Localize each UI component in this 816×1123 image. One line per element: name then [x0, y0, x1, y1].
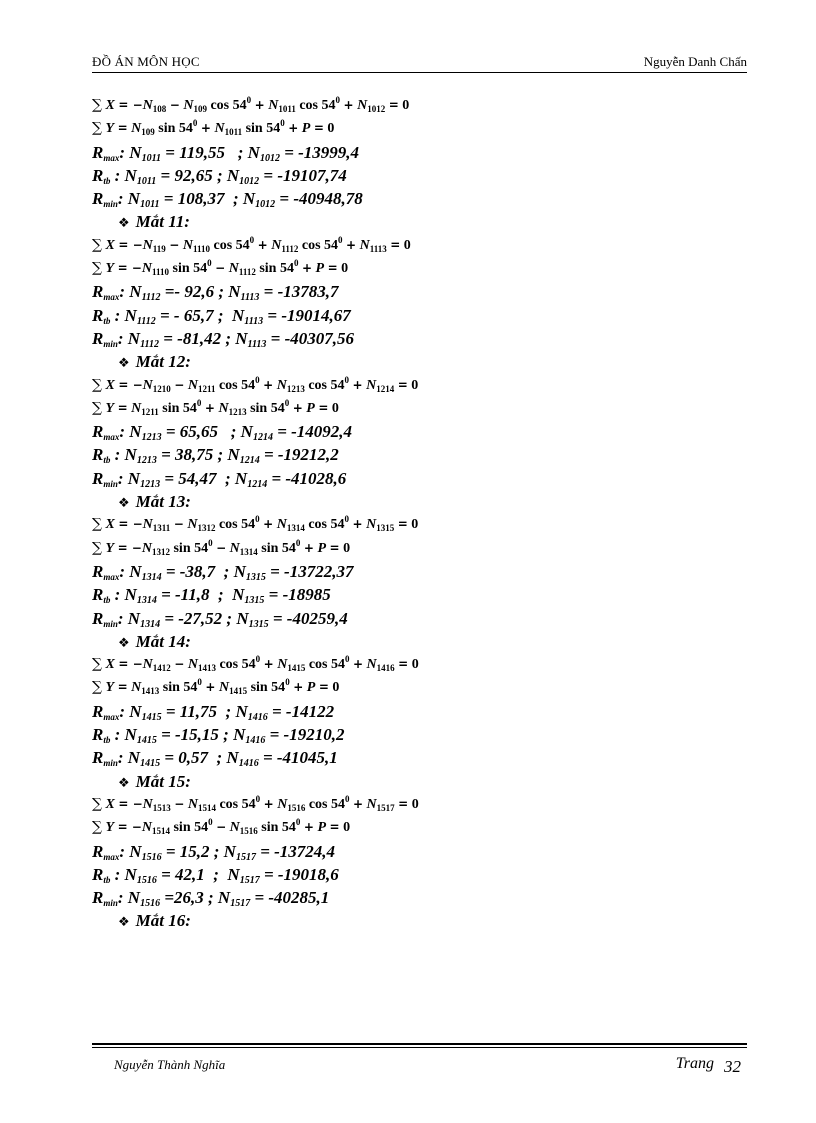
force-result-line: $R_{max}$: $N_{1516} = 15,2$ ; $N_{1517} = -13724,4$ — [92, 841, 336, 863]
force-result-line: $R_{max}$: $N_{1213} = 65,65$ ; $N_{1214} = -14092,4$ — [92, 422, 353, 444]
section-heading — [92, 350, 752, 373]
force-result-line: $R_{tb}$ : $N_{1213} = 38,75$ ; $N_{1214} = -19212,2$ — [92, 445, 339, 467]
section-heading — [92, 770, 752, 793]
force-result-line: $R_{max}$: $N_{1314} = -38,7$ ; $N_{1315} = -13722,37$ — [92, 561, 354, 583]
force-result-line: $R_{min}$: $N_{1213} = 54,47$ ; $N_{1214} = -41028,6$ — [92, 468, 347, 490]
page-label: Trang — [675, 1055, 714, 1072]
diamond-bullet-icon: ❖ — [118, 915, 130, 931]
diamond-bullet-icon: ❖ — [118, 496, 130, 512]
section-heading-text: Mắt 13: — [135, 492, 191, 512]
diamond-bullet-icon: ❖ — [118, 775, 130, 791]
force-result-line: $R_{max}$: $N_{1415} = 11,75$ ; $N_{1416} = -14122$ — [92, 701, 335, 723]
force-result-line: $R_{tb}$ : $N_{1112}$ = - 65,7 ; $N_{1113} = -19014,67$ — [92, 305, 351, 327]
section-heading-text: Mắt 12: — [135, 352, 191, 372]
diamond-bullet-icon: ❖ — [118, 356, 130, 372]
equilibrium-equation: ∑ $Y = N_{1413}$ $\sin 54^0 + N_{1415}$ $\sin 54^0 + P = 0$ — [92, 677, 340, 697]
header-rule — [92, 72, 747, 73]
section-heading-text: Mắt 16: — [135, 911, 191, 931]
footer-author: Nguyễn Thành Nghĩa — [114, 1057, 226, 1072]
footer-rule-thick — [92, 1043, 747, 1045]
section-heading-text: Mắt 15: — [135, 771, 191, 791]
page-footer — [92, 1043, 747, 1083]
section-heading-text: Mắt 11: — [135, 212, 190, 232]
page-header — [92, 50, 747, 76]
section-heading-text: Mắt 14: — [135, 631, 191, 651]
force-result-line: $R_{max}$: $N_{1011} = 119,55$ ; $N_{1012} = -13999,4$ — [92, 142, 360, 164]
equilibrium-equation: ∑ $X = -N_{108} - N_{109}$ $\cos 54^0 + N_{1011}$ $\cos 54^0 + N_{1012} = 0$ — [92, 95, 410, 114]
equilibrium-equation: ∑ $X = -N_{1311} - N_{1312}$ $\cos 54^0 + N_{1314}$ $\cos 54^0 + N_{1315} = 0$ — [92, 514, 419, 534]
page-number: 32 — [724, 1057, 741, 1076]
force-result-line: $R_{min}$: $N_{1415} = 0,57$ ; $N_{1416} = -41045,1$ — [92, 748, 338, 770]
section-heading — [92, 210, 752, 233]
equilibrium-equation: ∑ $Y = -N_{1110}$ $\sin 54^0 - N_{1112}$ $\sin 54^0 + P = 0$ — [92, 258, 349, 278]
section-heading — [92, 909, 752, 932]
diamond-bullet-icon: ❖ — [118, 216, 130, 232]
force-result-line: $R_{min}$: $N_{1314} = -27,52$ ; $N_{1315} = -40259,4$ — [92, 608, 348, 630]
equilibrium-equation: ∑ $Y = -N_{1514}$ $\sin 54^0 - N_{1516}$ $\sin 54^0 + P = 0$ — [92, 817, 351, 837]
equilibrium-equation: ∑ $Y = N_{109}$ $\sin 54^0 + N_{1011}$ $\sin 54^0 + P = 0$ — [92, 118, 335, 138]
page-indicator — [675, 1053, 741, 1076]
equilibrium-equation: ∑ $X = -N_{1412} - N_{1413}$ $\cos 54^0 + N_{1415}$ $\cos 54^0 + N_{1416} = 0$ — [92, 654, 419, 674]
footer-rule-thin — [92, 1047, 747, 1048]
force-result-line: $R_{min}$: $N_{1516} =26,3$ ; $N_{1517} = -40285,1$ — [92, 888, 330, 910]
section-heading — [92, 490, 752, 513]
force-result-line: $R_{tb}$ : $N_{1516} = 42,1$ ; $N_{1517} = -19018,6$ — [92, 864, 339, 886]
force-result-line: $R_{max}$: $N_{1112} =- 92,6$ ; $N_{1113} = -13783,7$ — [92, 282, 339, 304]
force-result-line: $R_{tb}$ : $N_{1011} = 92,65$ ; $N_{1012} = -19107,74$ — [92, 165, 347, 187]
equilibrium-equation: ∑ $X = -N_{1513} - N_{1514}$ $\cos 54^0 + N_{1516}$ $\cos 54^0 + N_{1517} = 0$ — [92, 793, 419, 813]
header-title: ĐỒ ÁN MÔN HỌC — [92, 54, 200, 69]
document-body — [92, 94, 752, 933]
force-result-line: $R_{min}$: $N_{1011} = 108,37$ ; $N_{1012} = -40948,78$ — [92, 189, 363, 211]
equilibrium-equation: ∑ $X = -N_{119} - N_{1110}$ $\cos 54^0 + N_{1112}$ $\cos 54^0 + N_{1113} = 0$ — [92, 234, 411, 254]
equilibrium-equation: ∑ $X = -N_{1210} - N_{1211}$ $\cos 54^0 + N_{1213}$ $\cos 54^0 + N_{1214} = 0$ — [92, 374, 419, 394]
equilibrium-equation: ∑ $Y = N_{1211}$ $\sin 54^0 + N_{1213}$ $\sin 54^0 + P = 0$ — [92, 397, 339, 417]
force-result-line: $R_{tb}$ : $N_{1314} = -11,8$ ; $N_{1315} = -18985$ — [92, 585, 331, 607]
equilibrium-equation: ∑ $Y = -N_{1312}$ $\sin 54^0 - N_{1314}$ $\sin 54^0 + P = 0$ — [92, 537, 351, 557]
header-author: Nguyễn Danh Chấn — [643, 54, 747, 69]
section-heading — [92, 630, 752, 653]
force-result-line: $R_{min}$: $N_{1112} = -81,42$ ; $N_{1113} = -40307,56$ — [92, 328, 355, 350]
diamond-bullet-icon: ❖ — [118, 635, 130, 651]
force-result-line: $R_{tb}$ : $N_{1415} = -15,15$ ; $N_{1416} = -19210,2$ — [92, 725, 345, 747]
